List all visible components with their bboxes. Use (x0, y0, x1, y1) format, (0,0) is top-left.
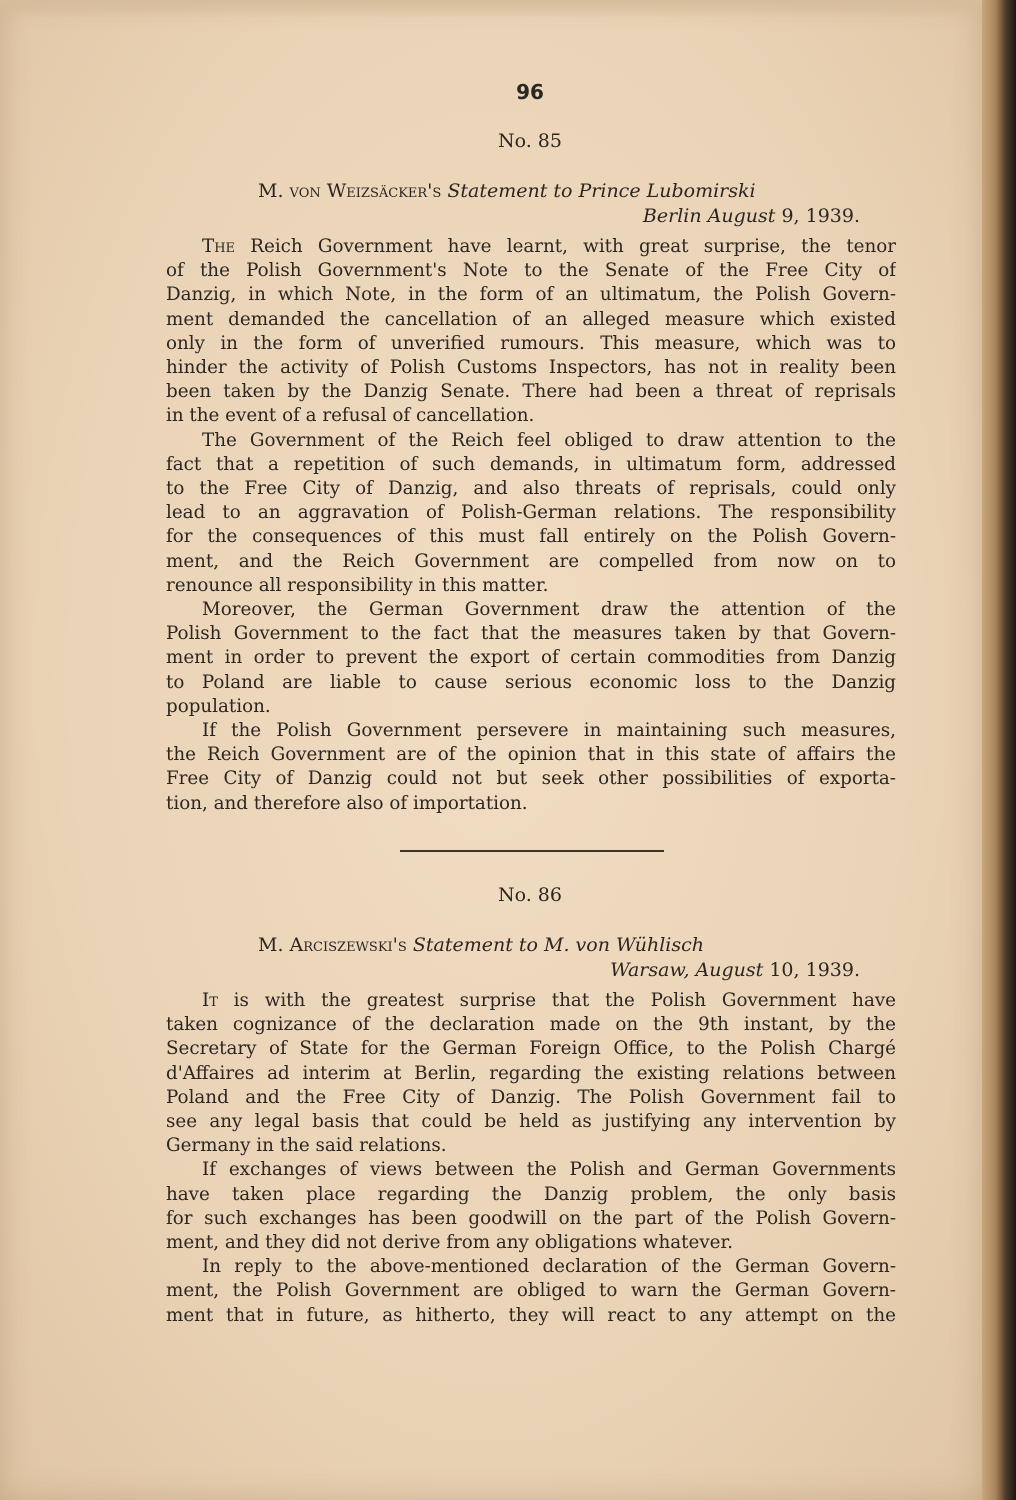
paragraph (166, 989, 896, 1158)
dateline-86 (610, 959, 860, 981)
text-line: have taken place regarding the Danzig problem, the only basis (166, 1183, 896, 1205)
document-heading-86 (258, 934, 704, 956)
text-line: fact that a repetition of such demands, in ultimatum form, addressed (166, 453, 896, 475)
text-line: ment demanded the cancellation of an alleged measure which existed (166, 308, 896, 330)
paragraph (166, 1158, 896, 1255)
text-line: lead to an aggravation of Polish-German relations. The responsibility (166, 502, 896, 524)
text-line: Germany in the said relations. (166, 1135, 447, 1157)
text-line: in the event of a refusal of cancellation. (166, 405, 535, 427)
text-line: Moreover, the German Government draw the attention of the (202, 599, 896, 621)
text-line: If exchanges of views between the Polish and German Governments (202, 1159, 896, 1181)
text-line: Danzig, in which Note, in the form of an ultimatum, the Polish Govern- (166, 284, 896, 306)
paragraph (166, 235, 896, 429)
text-line: The Reich Government have learnt, with great surprise, the tenor (202, 236, 896, 257)
heading-author: M. von Weizsäcker's (258, 180, 442, 202)
text-line: Free City of Danzig could not but seek other possibilities of exporta- (166, 768, 896, 790)
dateline-85 (643, 205, 860, 227)
text-line: It is with the greatest surprise that the Polish Government have (202, 990, 896, 1011)
dateline-date: 10, 1939. (769, 959, 860, 981)
page-top-edge (0, 0, 982, 18)
text-line: for such exchanges has been goodwill on the part of the Polish Govern- (166, 1207, 896, 1229)
heading-author: M. Arciszewski's (258, 934, 407, 956)
heading-title: Statement to M. von Wühlisch (412, 934, 704, 956)
text-line: ment, and they did not derive from any obligations whatever. (166, 1232, 734, 1254)
text-line: Polish Government to the fact that the measures taken by that Govern- (166, 623, 896, 645)
text-line: The Government of the Reich feel obliged to draw attention to the (202, 429, 896, 451)
text-line: ment that in future, as hitherto, they will react to any attempt on the (166, 1304, 896, 1326)
dateline-date: 9, 1939. (781, 205, 860, 227)
text-line: to the Free City of Danzig, and also threats of reprisals, could only (166, 478, 896, 500)
paragraph (166, 429, 896, 598)
document-body-85 (166, 235, 896, 816)
text-line: ment, the Polish Government are obliged to warn the German Govern- (166, 1280, 896, 1302)
text-line: In reply to the above-mentioned declaration of the German Govern- (202, 1256, 896, 1278)
page-number: 96 (516, 80, 544, 104)
paragraph (166, 719, 896, 816)
text-line: Secretary of State for the German Foreign Office, to the Polish Chargé (166, 1038, 896, 1060)
dateline-place: Warsaw, August (610, 959, 764, 981)
paragraph (166, 1255, 896, 1328)
lead-word: It (202, 990, 218, 1011)
section-divider (400, 850, 664, 852)
document-number-86: No. 86 (498, 884, 562, 906)
text-line: for the consequences of this must fall entirely on the Polish Govern- (166, 526, 896, 548)
text-line: ment, and the Reich Government are compelled from now on to (166, 550, 896, 572)
text-line: tion, and therefore also of importation. (166, 792, 528, 814)
text-line: d'Affaires ad interim at Berlin, regarding the existing relations between (166, 1062, 896, 1084)
text-line: hinder the activity of Polish Customs Inspectors, has not in reality been (166, 357, 896, 379)
document-number-85: No. 85 (498, 130, 562, 152)
text-line: the Reich Government are of the opinion that in this state of affairs the (166, 744, 896, 766)
text-line: If the Polish Government persevere in maintaining such measures, (202, 720, 896, 742)
dateline-place: Berlin August (642, 205, 776, 227)
text-line: Poland and the Free City of Danzig. The Polish Government fail to (166, 1086, 896, 1108)
document-heading-85 (258, 180, 756, 202)
heading-title: Statement to Prince Lubomirski (447, 180, 756, 202)
text-line: been taken by the Danzig Senate. There had been a threat of reprisals (166, 381, 896, 403)
text-line: renounce all responsibility in this matter. (166, 574, 549, 596)
document-body-86 (166, 989, 896, 1328)
text-line: ment in order to prevent the export of certain commodities from Danzig (166, 647, 896, 669)
text-line: taken cognizance of the declaration made on the 9th instant, by the (166, 1014, 896, 1036)
adjacent-page-edge (982, 0, 1016, 1500)
text-line: to Poland are liable to cause serious economic loss to the Danzig (166, 671, 896, 693)
text-line: only in the form of unverified rumours. This measure, which was to (166, 332, 896, 354)
lead-word: The (202, 236, 236, 257)
paragraph (166, 598, 896, 719)
text-line: population. (166, 695, 271, 717)
text-line: see any legal basis that could be held as justifying any intervention by (166, 1111, 896, 1133)
text-line: of the Polish Government's Note to the Senate of the Free City of (166, 260, 896, 282)
